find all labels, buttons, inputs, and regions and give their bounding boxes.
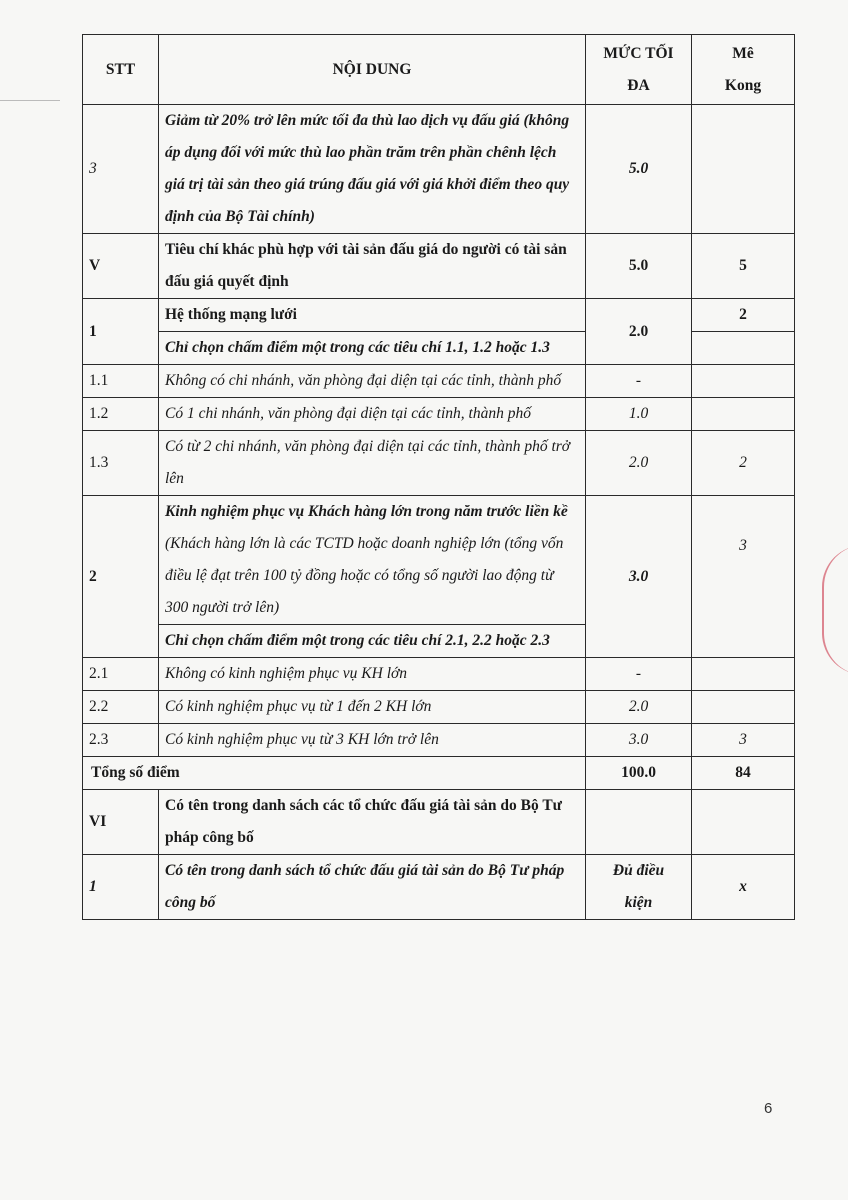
table-row [83, 365, 795, 398]
scan-artifact [0, 100, 60, 101]
total-row [83, 757, 795, 790]
row-content: Có tên trong danh sách tổ chức đấu giá tài sản do Bộ Tư pháp công bố [159, 855, 586, 920]
table-row [83, 691, 795, 724]
row-stt: 2 [83, 496, 159, 658]
row-max-line1: Đủ điều [612, 862, 665, 879]
row-score: 3 [692, 724, 795, 757]
header-company [692, 35, 795, 105]
row-content-heading-bold: Kinh nghiệm phục vụ Khách hàng lớn trong năm trước liền kề [165, 503, 568, 520]
row-content: Có từ 2 chi nhánh, văn phòng đại diện tại các tỉnh, thành phố trở lên [159, 431, 586, 496]
row-max: 5.0 [586, 234, 692, 299]
row-score: 3 [692, 496, 795, 658]
row-stt: 1.1 [83, 365, 159, 398]
row-score: 5 [692, 234, 795, 299]
row-max: 3.0 [586, 724, 692, 757]
row-content: Có 1 chi nhánh, văn phòng đại diện tại các tỉnh, thành phố [159, 398, 586, 431]
table-row [83, 234, 795, 299]
row-content: Có tên trong danh sách các tổ chức đấu giá tài sản do Bộ Tư pháp công bố [159, 790, 586, 855]
row-stt: 1 [83, 299, 159, 365]
row-score [692, 790, 795, 855]
header-company-line2: Kong [724, 76, 762, 94]
row-stt: 2.3 [83, 724, 159, 757]
row-content-heading: Hệ thống mạng lưới [159, 299, 586, 332]
row-stt: 1.2 [83, 398, 159, 431]
row-score: x [692, 855, 795, 920]
header-stt: STT [83, 35, 159, 105]
header-max-line2: ĐA [627, 76, 650, 94]
header-company-line1: Mê [732, 44, 754, 62]
row-stt: 1 [83, 855, 159, 920]
row-score [692, 398, 795, 431]
row-max-line2: kiện [624, 894, 653, 911]
row-content-note: Chỉ chọn chấm điểm một trong các tiêu chí 1.1, 1.2 hoặc 1.3 [159, 332, 586, 365]
table-row [83, 496, 795, 625]
row-score [692, 365, 795, 398]
scoring-table [82, 34, 795, 920]
row-content: Không có kinh nghiệm phục vụ KH lớn [159, 658, 586, 691]
table-row [83, 790, 795, 855]
row-content-heading-rest: (Khách hàng lớn là các TCTD hoặc doanh nghiệp lớn (tổng vốn điều lệ đạt trên 100 tỷ đồng hoặc có tổng số người lao động từ 300 người trở lên) [165, 535, 564, 616]
row-stt: 2.1 [83, 658, 159, 691]
row-max: - [586, 365, 692, 398]
header-row [83, 35, 795, 105]
page-number: 6 [764, 1100, 773, 1117]
row-score-empty [692, 332, 795, 365]
row-content: Có kinh nghiệm phục vụ từ 1 đến 2 KH lớn [159, 691, 586, 724]
row-content: Giảm từ 20% trở lên mức tối đa thù lao dịch vụ đấu giá (không áp dụng đối với mức thù lao phần trăm trên phần chênh lệch giá trị tài sản theo giá trúng đấu giá với giá khởi điểm theo quy định của Bộ Tài chính) [159, 105, 586, 234]
row-content-heading [159, 496, 586, 625]
row-max [586, 855, 692, 920]
table-row [83, 299, 795, 332]
row-max: 3.0 [586, 496, 692, 658]
row-max: 2.0 [586, 431, 692, 496]
total-score: 84 [692, 757, 795, 790]
row-score [692, 691, 795, 724]
table-row [83, 398, 795, 431]
header-max [586, 35, 692, 105]
table-row [83, 658, 795, 691]
row-stt: V [83, 234, 159, 299]
header-content: NỘI DUNG [159, 35, 586, 105]
row-content: Tiêu chí khác phù hợp với tài sản đấu giá do người có tài sản đấu giá quyết định [159, 234, 586, 299]
red-seal-edge [822, 545, 848, 675]
row-score: 2 [692, 299, 795, 332]
row-content: Không có chi nhánh, văn phòng đại diện tại các tỉnh, thành phố [159, 365, 586, 398]
total-max: 100.0 [586, 757, 692, 790]
row-stt: 2.2 [83, 691, 159, 724]
row-max: 2.0 [586, 299, 692, 365]
row-max [586, 790, 692, 855]
header-max-line1: MỨC TỐI [603, 44, 674, 62]
row-score: 2 [692, 431, 795, 496]
row-content-note: Chỉ chọn chấm điểm một trong các tiêu chí 2.1, 2.2 hoặc 2.3 [159, 625, 586, 658]
table-row [83, 431, 795, 496]
row-max: 2.0 [586, 691, 692, 724]
table-row [83, 724, 795, 757]
row-content: Có kinh nghiệm phục vụ từ 3 KH lớn trở lên [159, 724, 586, 757]
row-stt: 3 [83, 105, 159, 234]
row-stt: VI [83, 790, 159, 855]
table-row [83, 105, 795, 234]
row-score [692, 105, 795, 234]
table-row [83, 855, 795, 920]
row-stt: 1.3 [83, 431, 159, 496]
row-max: - [586, 658, 692, 691]
total-label: Tổng số điểm [83, 757, 586, 790]
row-max: 1.0 [586, 398, 692, 431]
row-max: 5.0 [586, 105, 692, 234]
row-score [692, 658, 795, 691]
